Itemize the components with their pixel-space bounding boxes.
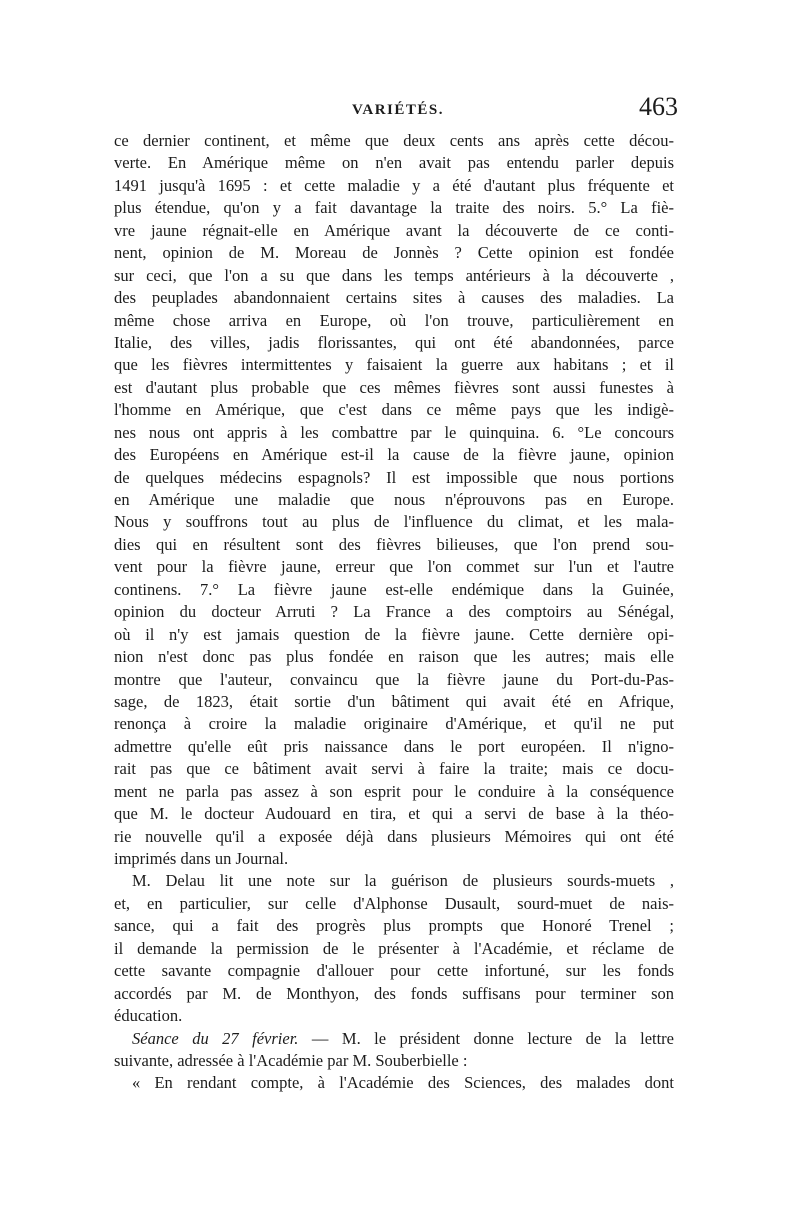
text-line: nes nous ont appris à les combattre par le quinquina. 6. °Le concours: [114, 422, 674, 442]
text-line: continens. 7.° La fièvre jaune est-elle endémique dans la Guinée,: [114, 579, 674, 599]
seance-label: Séance du 27 février.: [132, 1028, 299, 1048]
text-line: sage, de 1823, était sortie d'un bâtiment qui avait été en Afrique,: [114, 691, 674, 711]
text-line: rie nouvelle qu'il a exposée déjà dans plusieurs Mémoires qui ont été: [114, 826, 674, 846]
text-line: sance, qui a fait des progrès plus prompts que Honoré Trenel ;: [114, 916, 674, 936]
text-line: montre que l'auteur, convaincu que la fièvre jaune du Port-du-Pas-: [114, 669, 674, 689]
text-line: dies qui en résultent sont des fièvres bilieuses, que l'on prend sou-: [114, 534, 674, 554]
text-line: Nous y souffrons tout au plus de l'influence du climat, et les mala-: [114, 512, 674, 532]
text-line: où il n'y est jamais question de la fièvre jaune. Cette dernière opi-: [114, 624, 674, 644]
text-line: des Européens en Amérique est-il la cause de la fièvre jaune, opinion: [114, 445, 674, 465]
text-line: rait pas que ce bâtiment avait servi à faire la traite; mais ce docu-: [114, 759, 674, 779]
text-line: accordés par M. de Monthyon, des fonds suffisans pour terminer son: [114, 983, 674, 1003]
seance-line: [114, 1028, 674, 1050]
text-line: admettre qu'elle eût pris naissance dans le port européen. Il n'igno-: [114, 736, 674, 756]
text-line: sur ceci, que l'on a su que dans les temps antérieurs à la découverte ,: [114, 265, 674, 285]
text-line: éducation.: [114, 1006, 183, 1026]
text-line: l'homme en Amérique, que c'est dans ce même pays que les indigè-: [114, 400, 674, 420]
text-line: de quelques médecins espagnols? Il est impossible que nous portions: [114, 467, 674, 487]
seance-text: — M. le président donne lecture de la lettre: [311, 1028, 674, 1048]
text-line: « En rendant compte, à l'Académie des Sciences, des malades dont: [132, 1073, 674, 1093]
running-head: VARIÉTÉS.: [351, 102, 444, 118]
page-number: 463: [639, 92, 678, 121]
text-line: que M. le docteur Audouard en tira, et qui a servi de base à la théo-: [114, 804, 674, 824]
text-line: Italie, des villes, jadis florissantes, qui ont été abandonnées, parce: [114, 332, 674, 352]
text-line: suivante, adressée à l'Académie par M. Souberbielle :: [114, 1050, 468, 1070]
text-line: ment ne parla pas assez à son esprit pour le conduire à la conséquence: [114, 781, 674, 801]
text-line: il demande la permission de le présenter à l'Académie, et réclame de: [114, 938, 674, 958]
text-line: renonça à croire la maladie originaire d'Amérique, et qu'il ne put: [114, 714, 674, 734]
text-line: vent pour la fièvre jaune, erreur que l'on commet sur l'un et l'autre: [114, 557, 674, 577]
text-line: des peuplades abandonnaient certains sites à causes des maladies. La: [114, 288, 674, 308]
text-line: même chose arriva en Europe, où l'on trouve, particulièrement en: [114, 310, 674, 330]
text-line: est d'autant plus probable que ces mêmes fièvres sont aussi funestes à: [114, 377, 674, 397]
text-line: opinion du docteur Arruti ? La France a des comptoirs au Sénégal,: [114, 602, 674, 622]
page-header: [118, 92, 678, 126]
text-line: imprimés dans un Journal.: [114, 849, 289, 868]
text-line: nion n'est donc pas plus fondée en raison que les autres; mais elle: [114, 647, 674, 667]
text-line: et, en particulier, sur celle d'Alphonse Dusault, sourd-muet de nais-: [114, 893, 674, 913]
text-line: 1491 jusqu'à 1695 : et cette maladie y a été d'autant plus fréquente et: [114, 175, 674, 195]
text-line: vre jaune régnait-elle en Amérique avant la découverte de ce conti-: [114, 220, 674, 240]
text-line: nent, opinion de M. Moreau de Jonnès ? Cette opinion est fondée: [114, 243, 674, 263]
text-line: M. Delau lit une note sur la guérison de plusieurs sourds-muets ,: [132, 871, 674, 891]
body-text: [114, 130, 674, 1095]
text-line: que les fièvres intermittentes y faisaient la guerre aux habitans ; et il: [114, 355, 674, 375]
text-line: ce dernier continent, et même que deux cents ans après cette décou-: [114, 131, 674, 150]
text-line: en Amérique une maladie que nous n'éprouvons pas en Europe.: [114, 490, 674, 509]
text-line: plus étendue, qu'on y a fait davantage la traite des noirs. 5.° La fiè-: [114, 198, 674, 218]
text-line: verte. En Amérique même on n'en avait pas entendu parler depuis: [114, 153, 674, 173]
text-line: cette savante compagnie d'allouer pour cette infortuné, sur les fonds: [114, 961, 674, 981]
